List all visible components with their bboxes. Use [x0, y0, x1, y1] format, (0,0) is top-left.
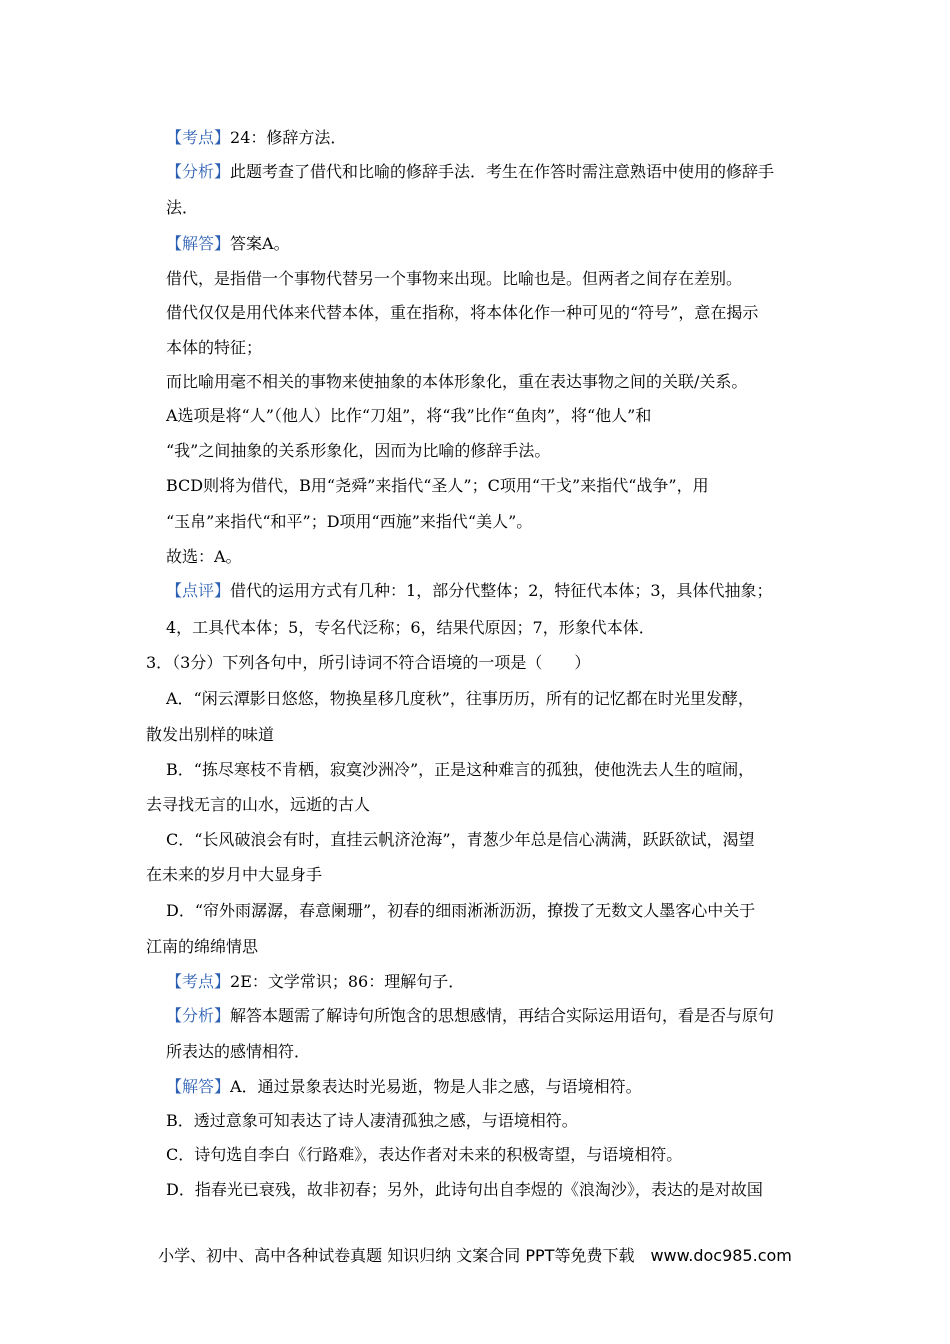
option-a-line-2: 散发出别样的味道	[146, 725, 275, 744]
q3-answer-c: C．诗句选自李白《行路难》，表达作者对未来的积极寄望，与语境相符。	[166, 1145, 683, 1164]
q3-jieda-tag: 【解答】	[166, 1077, 231, 1096]
fenxi-tag: 【分析】	[166, 162, 231, 181]
q3-kaodian-tag: 【考点】	[166, 972, 231, 991]
question-3-stem: 3．（3分）下列各句中，所引诗词不符合语境的一项是（ ）	[146, 653, 591, 672]
paragraph-choice: 故选：A。	[166, 547, 242, 566]
paragraph-jiedai-1: 借代仅仅是用代体来代替本体，重在指称，将本体化作一种可见的“符号”，意在揭示	[166, 303, 759, 322]
paragraph-jiedai-2: 本体的特征；	[166, 338, 263, 357]
jieda-text: 答案A。	[230, 234, 290, 253]
option-c-line-2: 在未来的岁月中大显身手	[146, 865, 323, 884]
q3-fenxi-text: 解答本题需了解诗句所饱含的思想感情，再结合实际运用语句，看是否与原句	[230, 1006, 775, 1025]
jieda-line-1	[166, 233, 290, 255]
fenxi-line-1	[166, 161, 774, 183]
page-footer: 小学、初中、高中各种试卷真题 知识归纳 文案合同 PPT等免费下载 www.doc985.com	[158, 1246, 792, 1265]
option-d-line-2: 江南的绵绵情思	[146, 937, 259, 956]
option-b-line-2: 去寻找无言的山水，远逝的古人	[146, 795, 371, 814]
paragraph-option-a-1: A选项是将“人”（他人）比作“刀俎”，将“我”比作“鱼肉”，将“他人”和	[166, 406, 652, 425]
q3-kaodian-text: 2E：文学常识；86：理解句子．	[230, 972, 465, 991]
option-a-line-1: A．“闲云潭影日悠悠，物换星移几度秋”，往事历历，所有的记忆都在时光里发酵，	[166, 689, 754, 708]
option-d-line-1: D．“帘外雨潺潺，春意阑珊”，初春的细雨淅淅沥沥，撩拨了无数文人墨客心中关于	[166, 901, 756, 920]
paragraph-option-a-2: “我”之间抽象的关系形象化，因而为比喻的修辞手法。	[166, 441, 551, 460]
q3-jieda	[166, 1076, 642, 1098]
kaodian-text: 24：修辞方法．	[230, 128, 347, 147]
dianping-text: 借代的运用方式有几种：1，部分代整体；2，特征代本体；3，具体代抽象；	[230, 581, 773, 600]
q3-jieda-text: A．通过景象表达时光易逝，物是人非之感，与语境相符。	[230, 1077, 642, 1096]
q3-answer-b: B．透过意象可知表达了诗人凄清孤独之感，与语境相符。	[166, 1111, 578, 1130]
kaodian-line-1	[166, 127, 346, 149]
jieda-tag: 【解答】	[166, 234, 231, 253]
paragraph-bcd-1: BCD则将为借代，B用“尧舜”来指代“圣人”；C项用“干戈”来指代“战争”，用	[166, 476, 709, 495]
paragraph-bcd-2: “玉帛”来指代“和平”；D项用“西施”来指代“美人”。	[166, 512, 533, 531]
q3-fenxi-continuation: 所表达的感情相符．	[166, 1042, 311, 1061]
q3-answer-d: D．指春光已衰残，故非初春；另外，此诗句出自李煜的《浪淘沙》，表达的是对故国	[166, 1180, 763, 1199]
q3-fenxi-tag: 【分析】	[166, 1006, 231, 1025]
kaodian-tag: 【考点】	[166, 128, 231, 147]
dianping-tag: 【点评】	[166, 581, 231, 600]
q3-kaodian	[166, 971, 464, 993]
q3-fenxi	[166, 1005, 774, 1027]
dianping-line-1	[166, 580, 773, 602]
dianping-continuation: 4，工具代本体；5，专名代泛称；6，结果代原因；7，形象代本体．	[166, 618, 655, 637]
option-b-line-1: B．“拣尽寒枝不肯栖，寂寞沙洲冷”，正是这种难言的孤独，使他洗去人生的喧闹，	[166, 760, 755, 779]
paragraph-biyu: 而比喻用毫不相关的事物来使抽象的本体形象化，重在表达事物之间的关联/关系。	[166, 372, 748, 391]
option-c-line-1: C．“长风破浪会有时，直挂云帆济沧海”，青葱少年总是信心满满，跃跃欲试，渴望	[166, 830, 755, 849]
fenxi-continuation: 法．	[166, 198, 199, 217]
paragraph-definition: 借代，是指借一个事物代替另一个事物来出现。比喻也是。但两者之间存在差别。	[166, 269, 743, 288]
fenxi-text: 此题考查了借代和比喻的修辞手法．考生在作答时需注意熟语中使用的修辞手	[230, 162, 775, 181]
